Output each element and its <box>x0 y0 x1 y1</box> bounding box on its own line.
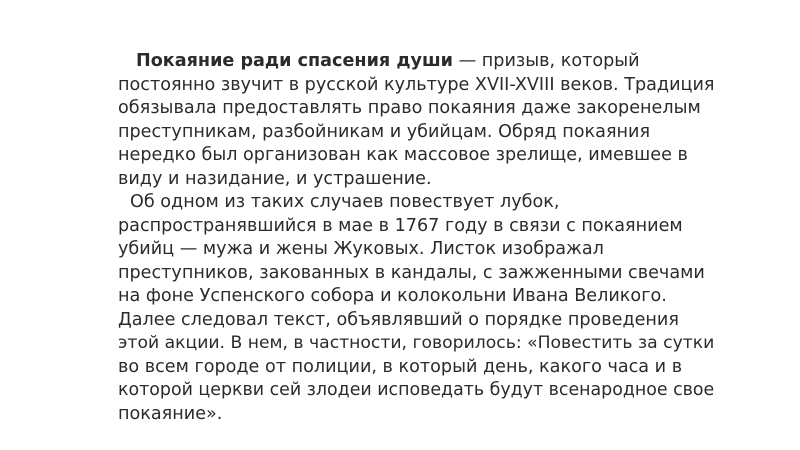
text-block <box>118 50 718 426</box>
paragraph-2-line: убийц — мужа и жены Жуковых. Листок изображал <box>118 239 604 259</box>
paragraph-1-line: нередко был организован как массовое зрелище, имевшее в <box>118 145 688 165</box>
paragraph-2-line: распространявшийся в мае в 1767 году в связи с покаянием <box>118 215 683 236</box>
paragraph-1-line: обязывала предоставлять право покаяния даже закоренелым <box>118 98 701 118</box>
paragraph-1-line-1-rest: — призыв, который <box>453 51 640 71</box>
paragraph-1-line-1 <box>118 50 718 74</box>
paragraph-2-line: покаяние». <box>118 403 223 424</box>
paragraph-2-line: во всем городе от полиции, в который день, какого часа и в <box>118 356 683 377</box>
paragraph-2-line: Далее следовал текст, объявлявший о порядке проведения <box>118 309 679 330</box>
paragraph-1-line: виду и назидание, и устрашение. <box>118 168 432 189</box>
paragraph-1-line: преступникам, разбойникам и убийцам. Обряд покаяния <box>118 121 651 142</box>
paragraph-heading: Покаяние ради спасения души <box>136 51 454 71</box>
paragraph-1-line: постоянно звучит в русской культуре XVII-XVIII веков. Традиция <box>118 74 715 95</box>
paragraph-2-line: преступников, закованных в кандалы, с зажженными свечами <box>118 262 705 283</box>
paragraph-2-line: на фоне Успенского собора и колокольни Ивана Великого. <box>118 286 667 306</box>
paragraph-2-line: которой церкви сей злодеи исповедать будут всенародное свое <box>118 380 715 400</box>
paragraph-2-line: Об одном из таких случаев повествует лубок, <box>130 192 560 212</box>
paragraph-2-line: этой акции. В нем, в частности, говорилось: «Повестить за сутки <box>118 333 715 353</box>
